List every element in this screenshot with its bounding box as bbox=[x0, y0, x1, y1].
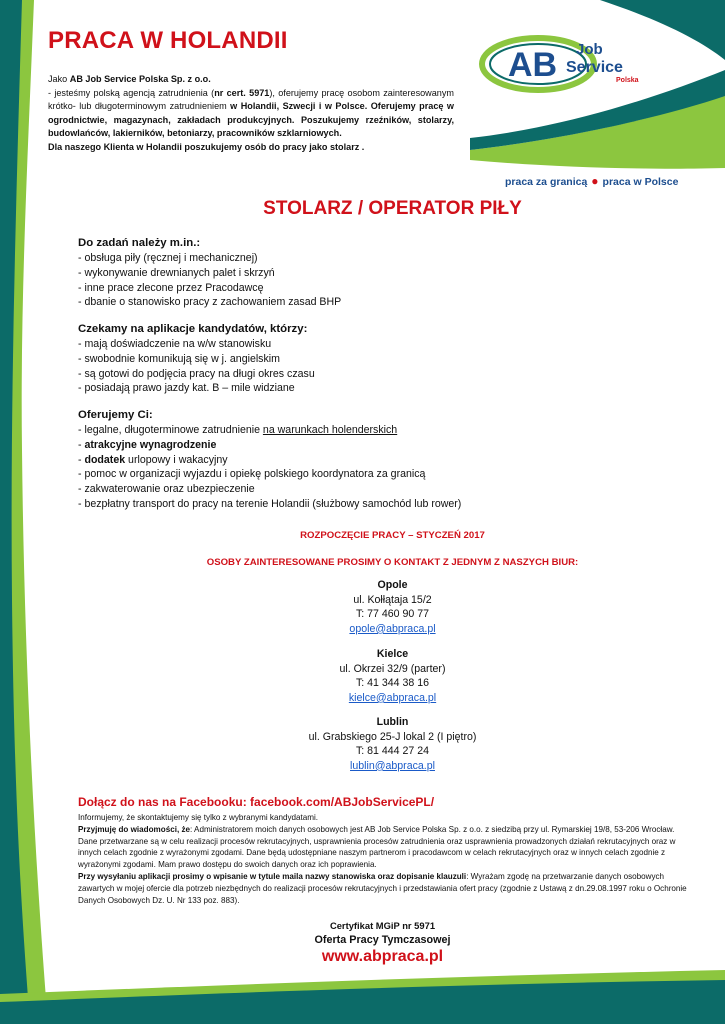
logo-ab-text: AB bbox=[508, 46, 558, 84]
page-title: PRACA W HOLANDII bbox=[48, 27, 288, 54]
tagline: praca za granicą ● praca w Polsce bbox=[505, 174, 679, 188]
list-item: - atrakcyjne wynagrodzenie bbox=[78, 438, 217, 451]
footer-offer-type: Oferta Pracy Tymczasowej bbox=[314, 934, 451, 946]
list-item: - wykonywanie drewnianych palet i skrzyń bbox=[78, 266, 275, 279]
footer-certificate: Certyfikat MGiP nr 5971 bbox=[329, 920, 436, 931]
office-city: Lublin bbox=[376, 716, 409, 728]
list-item: - bezpłatny transport do pracy na terenie Holandii (służbowy samochód lub rower) bbox=[78, 497, 462, 510]
list-item: - posiadają prawo jazdy kat. B – mile widziane bbox=[78, 382, 295, 395]
office-lublin bbox=[0, 715, 725, 773]
office-email-link[interactable]: opole@abpraca.pl bbox=[349, 622, 436, 635]
job-title: STOLARZ / OPERATOR PIŁY bbox=[263, 198, 522, 219]
bottom-band bbox=[0, 964, 725, 1024]
office-email-link[interactable]: lublin@abpraca.pl bbox=[350, 759, 435, 772]
duties-heading: Do zadań należy m.in.: bbox=[78, 237, 201, 249]
office-email-link[interactable]: kielce@abpraca.pl bbox=[348, 691, 437, 704]
duties-section bbox=[78, 236, 558, 310]
tagline-dot: ● bbox=[591, 174, 599, 188]
logo-job-text: Job bbox=[576, 41, 603, 58]
office-city: Kielce bbox=[376, 648, 409, 660]
list-item: - inne prace zlecone przez Pracodawcę bbox=[78, 281, 264, 294]
legal-text: Informujemy, że skontaktujemy się tylko z wybranymi kandydatami. Przyjmuję do wiadomości, że: Administratorem moich danych osobowych jest AB Job Service Polska Sp. z o.o. z siedzibą przy ul. Rymarskiej 19/8, 53-206 Wrocław. Dane przetwarzane są w celu realizacji procesów rekrutacyjnych, usprawnienia procesów zatrudnienia oraz usprawnienia prowadzonych działań rekrutacyjnych oraz w innych celach zgodnie z wyrażonymi zgodami. Dane będą udostępniane naszym partnerom i pracodawcom w celach rekrutacyjnych oraz w innych celach zgodnie z wyrażonymi zgodami. Mam prawo dostępu do swoich danych oraz ich poprawienia. Przy wysyłaniu aplikacji prosimy o wpisanie w tytule maila nazwy stanowiska oraz dopisanie klauzuli: Wyrażam zgodę na przetwarzanie danych osobowych zawartych w mojej ofercie dla potrzeb niezbędnych do realizacji procesów rekrutacyjnych i przedstawiania ofert pracy (zgodnie z Ustawą z dn.29.08.1997 roku o Ochronie Danych Osobowych Dz. U. Nr 133 poz. 883). bbox=[78, 813, 687, 905]
logo-polska-text: Polska bbox=[616, 77, 639, 84]
office-phone: T: 41 344 38 16 bbox=[355, 677, 430, 690]
ab-job-service-logo bbox=[478, 20, 668, 100]
list-item: - są gotowi do podjęcia pracy na długi okres czasu bbox=[78, 367, 315, 380]
requirements-heading: Czekamy na aplikacje kandydatów, którzy: bbox=[78, 323, 308, 335]
list-item: - zakwaterowanie oraz ubezpieczenie bbox=[78, 483, 255, 496]
logo-service-text: Service bbox=[566, 59, 623, 76]
intro-text: Jako AB Job Service Polska Sp. z o.o. - jesteśmy polską agencją zatrudnienia (nr cert. 5971), oferujemy pracę osobom zainteresowanym krótko- lub długoterminowym zatrudnieniem w Holandii, Szwecji i w Polsce. Oferujemy pracę w ogrodnictwie, magazynach, zakładach produkcyjnych. Poszukujemy rzeźników, stolarzy, budowlańców, lakierników, betoniarzy, pracowników szklarniowych. Dla naszego Klienta w Holandii poszukujemy osób do pracy jako stolarz . bbox=[48, 74, 454, 152]
office-street: ul. Okrzei 32/9 (parter) bbox=[339, 662, 446, 675]
office-phone: T: 81 444 27 24 bbox=[355, 745, 430, 758]
list-item: - swobodnie komunikują się w j. angielskim bbox=[78, 352, 280, 365]
footer-website-link[interactable]: www.abpraca.pl bbox=[321, 948, 444, 965]
facebook-link[interactable]: Dołącz do nas na Facebooku: facebook.com/ABJobServicePL/ bbox=[78, 795, 435, 809]
contact-heading: OSOBY ZAINTERESOWANE PROSIMY O KONTAKT Z JEDNYM Z NASZYCH BIUR: bbox=[206, 557, 579, 568]
list-item: - mają doświadczenie na w/w stanowisku bbox=[78, 338, 272, 350]
requirements-section bbox=[78, 322, 558, 396]
office-street: ul. Grabskiego 25-J lokal 2 (I piętro) bbox=[308, 730, 477, 743]
office-street: ul. Kołłątaja 15/2 bbox=[353, 593, 432, 606]
list-item: - pomoc w organizacji wyjazdu i opiekę polskiego koordynatora za granicą bbox=[78, 468, 426, 481]
office-kielce bbox=[0, 647, 725, 705]
offer-section bbox=[78, 408, 558, 512]
start-date: ROZPOCZĘCIE PRACY – STYCZEŃ 2017 bbox=[300, 530, 485, 541]
office-city: Opole bbox=[377, 579, 408, 591]
office-phone: T: 77 460 90 77 bbox=[355, 608, 430, 621]
list-item: - dodatek urlopowy i wakacyjny bbox=[78, 453, 228, 466]
list-item: - legalne, długoterminowe zatrudnienie na warunkach holenderskich bbox=[78, 424, 398, 436]
list-item: - dbanie o stanowisko pracy z zachowaniem zasad BHP bbox=[78, 296, 342, 309]
list-item: - obsługa piły (ręcznej i mechanicznej) bbox=[78, 252, 258, 264]
office-opole bbox=[0, 578, 725, 636]
offer-heading: Oferujemy Ci: bbox=[78, 409, 153, 421]
